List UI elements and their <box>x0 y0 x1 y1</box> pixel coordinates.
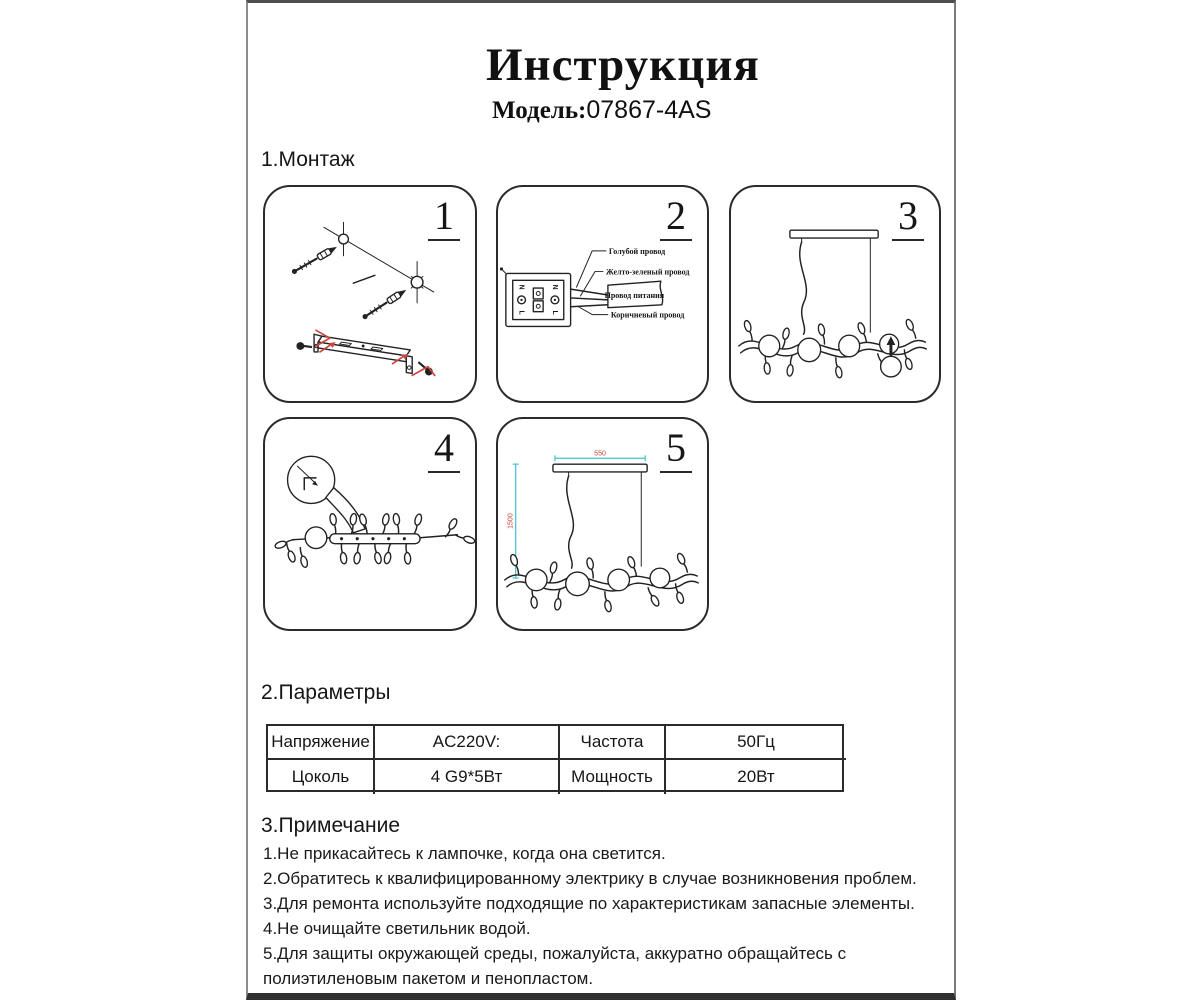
wall-anchor-mark-icon <box>339 222 349 255</box>
ceiling-bar <box>790 230 878 242</box>
param-key-frequency: Частота <box>560 726 666 760</box>
panel-5-dimensions <box>496 417 709 631</box>
wires <box>571 289 608 307</box>
wire-label-brown: Коричневый провод <box>610 310 685 320</box>
mounting-bracket <box>314 334 412 373</box>
vine-branch <box>505 552 698 612</box>
dim-height-label: 1500 <box>507 513 515 529</box>
suspension-cable <box>800 242 807 334</box>
panel-number: 5 <box>660 428 692 473</box>
param-value-power: 20Вт <box>737 767 775 786</box>
parameters-heading: 2.Параметры <box>261 681 391 704</box>
model-label: Модель: <box>492 97 587 124</box>
param-value-frequency: 50Гц <box>666 726 846 760</box>
panel-4-detail <box>263 417 477 631</box>
ceiling-bar <box>553 464 647 476</box>
suspension-cable <box>567 476 574 568</box>
model-line <box>492 97 711 125</box>
panel-number: 4 <box>428 428 460 473</box>
note-line-4: 4.Не очищайте светильник водой. <box>263 919 531 938</box>
screw-anchor-icon <box>361 287 408 320</box>
terminal-l-label: L <box>550 310 558 315</box>
montage-heading: 1.Монтаж <box>261 148 355 171</box>
terminal-n-label: N <box>550 284 558 290</box>
notes-heading: 3.Примечание <box>261 814 401 837</box>
bulb-icon <box>881 356 902 377</box>
wire-label-power: Провод питания <box>604 290 665 300</box>
note-line-3: 3.Для ремонта используйте подходящие по характеристикам запасные элементы. <box>263 894 915 913</box>
panel-number: 3 <box>892 196 924 241</box>
dim-width-label: 550 <box>594 450 606 458</box>
magnifier-tail <box>326 488 365 533</box>
param-key-power: Мощность <box>560 760 666 794</box>
parameters-table <box>266 724 844 792</box>
wall-anchor-mark-icon <box>411 262 423 303</box>
model-number: 07867-4AS <box>586 96 712 124</box>
note-line-5-wrap: полиэтиленовым пакетом и пенопластом. <box>263 969 594 988</box>
param-key-socket: Цоколь <box>268 760 375 794</box>
screw-anchor-icon <box>291 244 339 275</box>
note-line-5: 5.Для защиты окружающей среды, пожалуйста, аккуратно обращайтесь с <box>263 944 847 963</box>
terminal-block <box>500 267 571 326</box>
note-line-1: 1.Не прикасайтесь к лампочке, когда она светится. <box>263 844 666 863</box>
dimension-line-horizontal <box>555 450 645 461</box>
panel-number: 1 <box>428 196 460 241</box>
terminal-n-label: N <box>517 284 525 290</box>
panel-3-hanging <box>729 185 941 403</box>
param-key-voltage: Напряжение <box>268 726 375 760</box>
fixture-top-view <box>274 513 475 568</box>
page-title: Инструкция <box>486 39 760 91</box>
wire-label-yellow-green: Желто-зеленый провод <box>605 267 690 277</box>
wire-label-blue: Голубой провод <box>608 246 666 256</box>
panel-2-wiring <box>496 185 709 403</box>
notes-list <box>263 841 963 991</box>
param-value-socket: 4 G9*5Вт <box>375 760 560 794</box>
note-line-2: 2.Обратитесь к квалифицированному электрику в случае возникновения проблем. <box>263 869 917 888</box>
panel-number: 2 <box>660 196 692 241</box>
screw-icon <box>296 342 311 350</box>
bulb-icon <box>305 527 327 549</box>
param-value-voltage: AC220V: <box>375 726 560 760</box>
terminal-l-label: L <box>517 310 525 315</box>
panel-1-mounting <box>263 185 477 403</box>
